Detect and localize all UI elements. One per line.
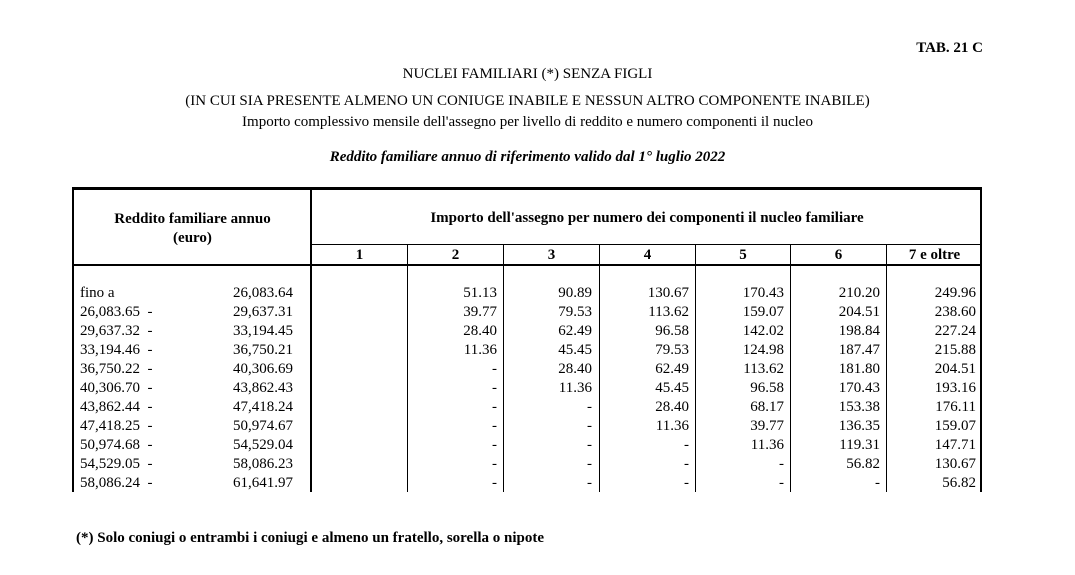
reference-period: Reddito familiare annuo di riferimento valido dal 1° luglio 2022 [329,149,726,165]
income-to: 26,083.64 [233,285,293,301]
income-from: 29,637.32 - [80,323,153,339]
table-row [0,399,1075,418]
page-subtitle: (IN CUI SIA PRESENTE ALMENO UN CONIUGE INABILE E NESSUN ALTRO COMPONENTE INABILE) [185,93,870,109]
amount-cell-col-6: 136.35 [838,418,880,434]
amount-cell-col-6: 181.80 [838,361,880,377]
amount-cell-col-3: 62.49 [558,323,592,339]
amount-cell-col-7: 130.67 [934,456,976,472]
amount-cell-col-2: 11.36 [463,342,497,358]
amount-cell-col-6: 153.38 [838,399,880,415]
amount-cell-col-7: 249.96 [934,285,976,301]
amount-cell-col-7: 227.24 [934,323,976,339]
income-from: 54,529.05 - [80,456,153,472]
table-row [0,323,1075,342]
table-row [0,361,1075,380]
amount-cell-col-7: 56.82 [942,475,976,491]
amount-cell-col-2: - [492,475,497,491]
amount-cell-col-4: 96.58 [655,323,689,339]
amount-cell-col-5: 11.36 [750,437,784,453]
income-to: 50,974.67 [233,418,293,434]
income-from: fino a [80,285,115,301]
income-from: 50,974.68 - [80,437,153,453]
table-row [0,342,1075,361]
column-header-3: 3 [547,247,556,263]
amount-cell-col-6: 170.43 [838,380,880,396]
table-row [0,456,1075,475]
amount-cell-col-2: - [492,399,497,415]
amount-header-divider [311,244,982,245]
amount-cell-col-4: 130.67 [647,285,689,301]
footnote: (*) Solo coniugi o entrambi i coniugi e almeno un fratello, sorella o nipote [76,530,545,546]
income-to: 54,529.04 [233,437,293,453]
page-title: NUCLEI FAMILIARI (*) SENZA FIGLI [402,66,653,82]
column-header-7: 7 e oltre [908,247,961,263]
amount-cell-col-3: 90.89 [558,285,592,301]
amount-cell-col-4: - [684,456,689,472]
income-from: 58,086.24 - [80,475,153,491]
income-to: 58,086.23 [233,456,293,472]
amount-cell-col-6: 210.20 [838,285,880,301]
income-header-label: Reddito familiare annuo [114,211,271,227]
table-description: Importo complessivo mensile dell'assegno per livello di reddito e numero componenti il nucleo [242,114,813,130]
amount-cell-col-2: 28.40 [463,323,497,339]
amount-cell-col-7: 238.60 [934,304,976,320]
amount-cell-col-2: - [492,380,497,396]
income-to: 36,750.21 [233,342,293,358]
income-to: 43,862.43 [233,380,293,396]
table-code: TAB. 21 C [916,40,983,56]
amount-cell-col-5: 39.77 [750,418,784,434]
income-from: 47,418.25 - [80,418,153,434]
amount-cell-col-4: 79.53 [655,342,689,358]
amount-cell-col-4: 113.62 [648,304,689,320]
table-row [0,475,1075,494]
table-row [0,285,1075,304]
income-header-unit: (euro) [173,230,212,246]
table-row [0,437,1075,456]
amount-cell-col-3: 45.45 [558,342,592,358]
amount-cell-col-3: 28.40 [558,361,592,377]
amount-cell-col-4: 62.49 [655,361,689,377]
amount-cell-col-5: 142.02 [742,323,784,339]
amount-cell-col-7: 176.11 [935,399,976,415]
amount-cell-col-4: - [684,437,689,453]
amount-cell-col-5: 96.58 [750,380,784,396]
amount-cell-col-7: 147.71 [934,437,976,453]
amount-cell-col-6: - [875,475,880,491]
amount-cell-col-3: - [587,475,592,491]
table-row [0,380,1075,399]
amount-cell-col-5: - [779,475,784,491]
income-to: 40,306.69 [233,361,293,377]
column-header-6: 6 [834,247,843,263]
amount-cell-col-3: - [587,437,592,453]
amount-cell-col-4: 11.36 [655,418,689,434]
income-to: 29,637.31 [233,304,293,320]
income-header [80,210,305,248]
amount-cell-col-7: 215.88 [934,342,976,358]
amount-cell-col-6: 187.47 [838,342,880,358]
income-from: 43,862.44 - [80,399,153,415]
income-from: 36,750.22 - [80,361,153,377]
amount-cell-col-6: 204.51 [838,304,880,320]
income-to: 47,418.24 [233,399,293,415]
amount-cell-col-7: 193.16 [934,380,976,396]
income-to: 33,194.45 [233,323,293,339]
amount-cell-col-2: - [492,418,497,434]
amount-cell-col-5: - [779,456,784,472]
amount-cell-col-5: 170.43 [742,285,784,301]
amount-cell-col-6: 198.84 [838,323,880,339]
income-from: 26,083.65 - [80,304,153,320]
amount-cell-col-6: 119.31 [839,437,880,453]
amount-cell-col-3: - [587,399,592,415]
amount-cell-col-2: 51.13 [463,285,497,301]
amount-cell-col-2: - [492,456,497,472]
income-from: 40,306.70 - [80,380,153,396]
amount-header: Importo dell'assegno per numero dei componenti il nucleo familiare [430,210,864,226]
amount-cell-col-6: 56.82 [846,456,880,472]
table-row [0,304,1075,323]
amount-cell-col-3: - [587,418,592,434]
amount-cell-col-7: 159.07 [934,418,976,434]
amount-cell-col-2: 39.77 [463,304,497,320]
amount-cell-col-5: 159.07 [742,304,784,320]
amount-cell-col-4: 45.45 [655,380,689,396]
column-header-5: 5 [739,247,747,263]
column-header-1: 1 [355,247,364,263]
amount-cell-col-3: 79.53 [558,304,592,320]
table-row [0,418,1075,437]
amount-cell-col-4: 28.40 [655,399,689,415]
income-to: 61,641.97 [233,475,293,491]
amount-cell-col-2: - [492,361,497,377]
amount-cell-col-5: 68.17 [750,399,784,415]
column-header-2: 2 [451,247,460,263]
amount-cell-col-3: 11.36 [558,380,592,396]
amount-cell-col-5: 113.62 [743,361,784,377]
amount-cell-col-7: 204.51 [934,361,976,377]
column-header-4: 4 [643,247,652,263]
header-bottom-rule [72,264,982,266]
amount-cell-col-3: - [587,456,592,472]
amount-cell-col-5: 124.98 [742,342,784,358]
income-from: 33,194.46 - [80,342,153,358]
amount-cell-col-4: - [684,475,689,491]
amount-cell-col-2: - [492,437,497,453]
